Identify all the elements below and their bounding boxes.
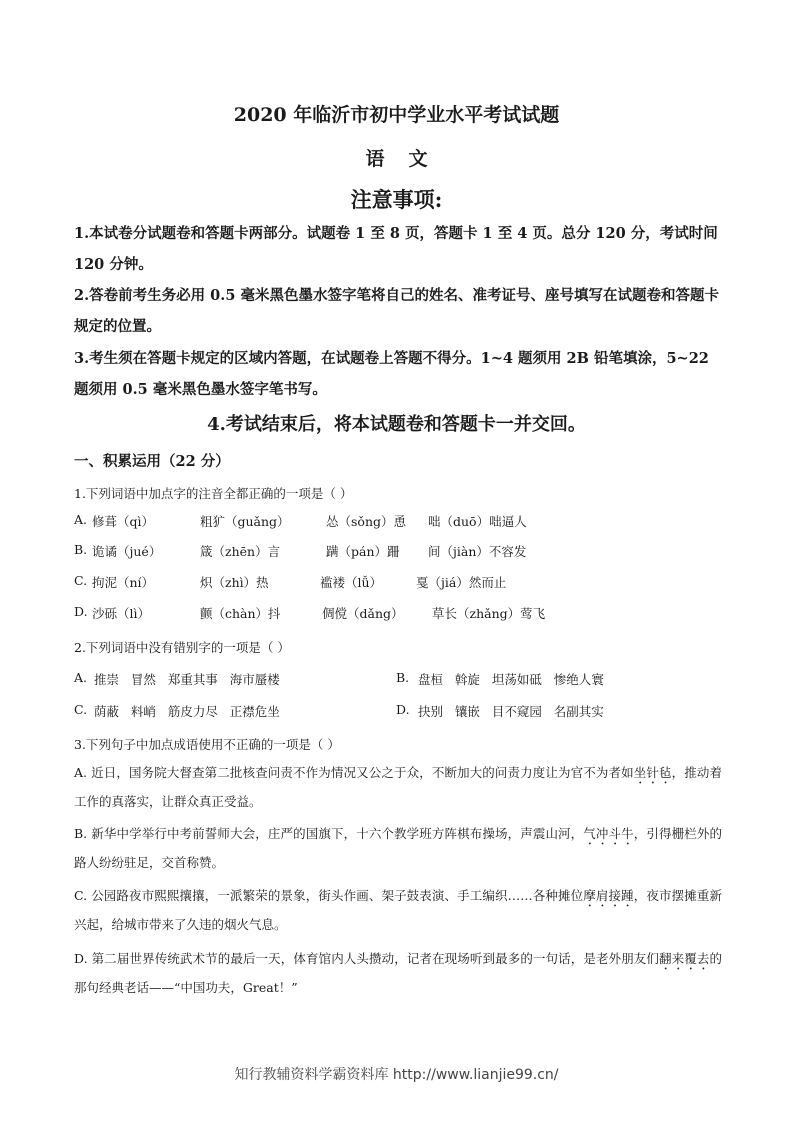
q2-options-ab: A. 推崇 冒然 郑重其事 海市蜃楼 B. 盘桓 斡旋 坦荡如砥 惨绝人寰 xyxy=(74,670,604,687)
notice-2: 2.答卷前考生务必用 0.5 毫米黑色墨水签字笔将自己的姓名、准考证号、座号填写在试题卷和答题卡规定的位置。 xyxy=(74,287,719,335)
question-3-stem: 3.下列句子中加点成语使用不正确的一项是（ ） xyxy=(74,737,340,752)
notice-3: 3.考生须在答题卡规定的区域内答题，在试题卷上答题不得分。1~4 题须用 2B 铅笔填涂，5~22 题须用 0.5 毫米黑色墨水签字笔书写。 xyxy=(74,350,709,398)
footer-watermark: 知行教辅资料学霸资料库 http://www.lianjie99.cn/ xyxy=(234,1067,559,1083)
q1-option-d: D. 沙砾（lì） 颤（chàn）抖 倜傥（dǎng） 草长（zhǎng）莺飞 xyxy=(74,604,546,621)
question-2-stem: 2.下列词语中没有错别字的一项是（ ） xyxy=(74,640,290,655)
emphasized-idiom: 气冲斗牛 xyxy=(583,826,634,841)
notice-1: 1.本试卷分试题卷和答题卡两部分。试题卷 1 至 8 页，答题卡 1 至 4 页。总分 120 分，考试时间 120 分钟。 xyxy=(74,225,718,273)
q2-options-cd: C. 荫蔽 料峭 筋皮力尽 正襟危坐 D. 抉别 镶嵌 目不窥园 名副其实 xyxy=(74,702,604,719)
notice-title: 注意事项: xyxy=(350,187,443,212)
q1-option-a: A. 修葺（qì） 粗犷（guǎng） 怂（sǒng）恿 咄（duō）咄逼人 xyxy=(74,512,527,529)
q3-option-b: B. 新华中学举行中考前誓师大会，庄严的国旗下，十六个教学班方阵棋布操场，声震山河，气冲斗牛，引得栅栏外的路人纷纷驻足，交首称赞。 xyxy=(74,826,722,870)
subject-title: 语文 xyxy=(365,148,452,170)
question-1-stem: 1.下列词语中加点字的注音全都正确的一项是（ ） xyxy=(74,486,353,501)
q1-option-b: B. 诡谲（jué） 箴（zhēn）言 蹒（pán）跚 间（jiàn）不容发 xyxy=(74,542,527,559)
emphasized-idiom: 翻来覆去 xyxy=(659,951,710,966)
exam-title: 2020 年临沂市初中学业水平考试试题 xyxy=(233,104,560,126)
emphasized-idiom: 坐针毡 xyxy=(633,765,672,780)
emphasized-idiom: 摩肩接踵 xyxy=(583,888,634,903)
section-heading: 一、积累运用（22 分） xyxy=(74,453,230,470)
q1-option-c: C. 拘泥（ní） 炽（zhì）热 褴褛（lǚ） 戛（jiá）然而止 xyxy=(74,573,507,590)
notice-4: 4.考试结束后，将本试题卷和答题卡一并交回。 xyxy=(207,414,586,435)
q3-option-a: A. 近日，国务院大督查第二批核查问责不作为情况又公之于众，不断加大的问责力度让为官不为者如坐针毡，推动着工作的真落实，让群众真正受益。 xyxy=(74,765,722,809)
q3-option-d: D. 第二届世界传统武术节的最后一天，体育馆内人头攒动，记者在现场听到最多的一句话，是老外朋友们翻来覆去的那句经典老话——“中国功夫，Great！” xyxy=(74,951,722,995)
q3-option-c: C. 公园路夜市熙熙攘攘，一派繁荣的景象，街头作画、架子鼓表演、手工编织……各种摊位摩肩接踵，夜市摆摊重新兴起，给城市带来了久违的烟火气息。 xyxy=(74,888,722,932)
